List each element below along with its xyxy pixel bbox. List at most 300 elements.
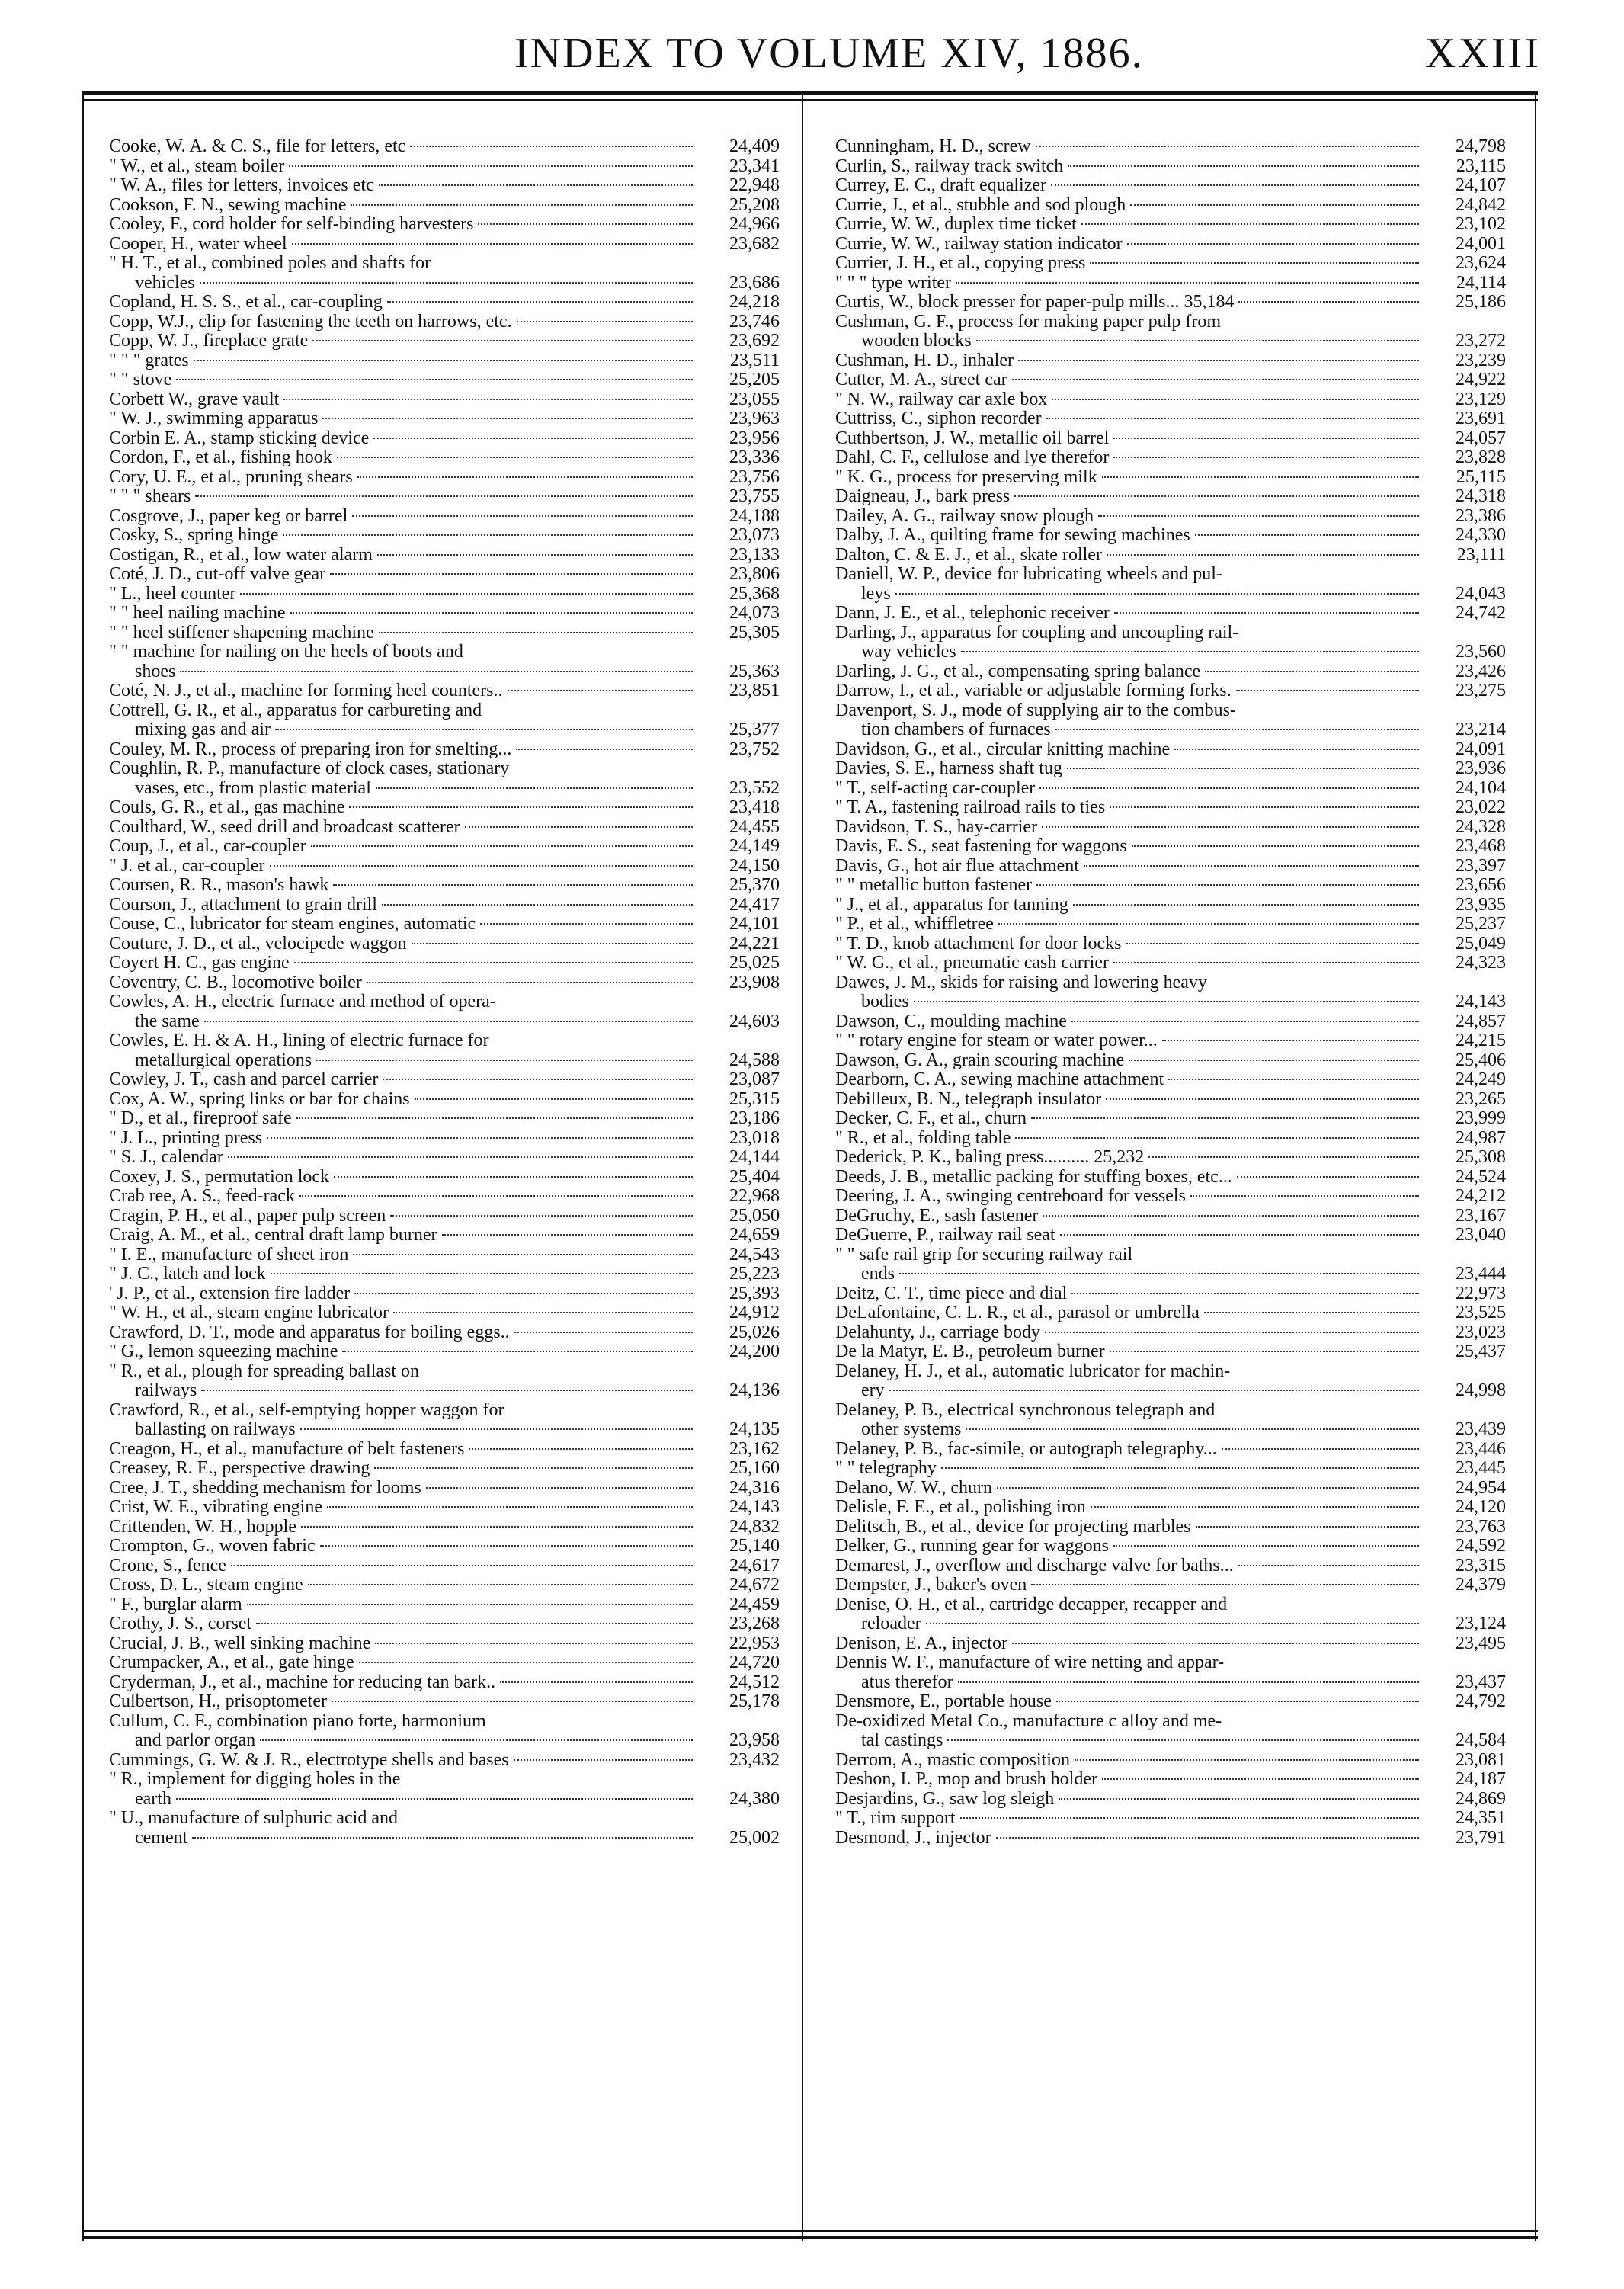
entry-text: and parlor organ: [135, 1730, 256, 1750]
patent-number: 23,437: [1456, 1672, 1506, 1692]
entry-line: [835, 896, 1506, 915]
entry-text: " L., heel counter: [109, 583, 236, 604]
index-entry: [835, 487, 1506, 507]
index-entry: [109, 1401, 780, 1440]
patent-number: 23,446: [1456, 1438, 1506, 1459]
entry-line: [109, 1440, 780, 1460]
entry-text: Coulthard, W., seed drill and broadcast scatterer: [109, 816, 460, 837]
leader-dots: [1068, 165, 1419, 167]
entry-line-wrap: [835, 701, 1506, 721]
entry-text: Davis, E. S., seat fastening for waggons: [835, 836, 1127, 856]
entry-text: De-oxidized Metal Co., manufacture c alloy and me-: [835, 1710, 1222, 1731]
entry-line: [835, 1070, 1506, 1090]
entry-text: Currie, W. W., railway station indicator: [835, 233, 1123, 254]
entry-line: [109, 876, 780, 896]
entry-text: Curtis, W., block presser for paper-pulp mills... 35,184: [835, 292, 1235, 312]
leader-dots: [1113, 438, 1419, 439]
entry-line: [835, 1187, 1506, 1207]
entry-text: " T., self-acting car-coupler: [835, 777, 1036, 798]
entry-line: [835, 390, 1506, 410]
patent-number: 24,107: [1456, 175, 1506, 195]
patent-number: 24,143: [729, 1497, 780, 1517]
leader-dots: [292, 243, 693, 245]
patent-number: 23,656: [1456, 875, 1506, 895]
entry-text: ballasting on railways: [135, 1419, 296, 1439]
index-entry: [109, 681, 780, 701]
entry-line: [109, 1284, 780, 1304]
index-entry: [835, 1595, 1506, 1634]
entry-line: [109, 468, 780, 488]
patent-number: 23,691: [1456, 409, 1506, 428]
patent-number: 25,406: [1456, 1050, 1506, 1070]
entry-text: Coté, J. D., cut-off valve gear: [109, 564, 326, 584]
leader-dots: [412, 943, 693, 944]
entry-text: way vehicles: [861, 642, 956, 662]
entry-text: Dennis W. F., manufacture of wire netting and appar-: [835, 1653, 1225, 1672]
leader-dots: [1052, 399, 1419, 400]
entry-line: [835, 332, 1506, 351]
index-entry: [109, 254, 780, 293]
entry-line: [835, 546, 1506, 566]
leader-dots: [410, 146, 693, 147]
index-entry: [835, 313, 1506, 351]
leader-dots: [442, 1234, 693, 1236]
entry-text: Davies, S. E., harness shaft tug: [835, 758, 1062, 778]
entry-line: [109, 1537, 780, 1556]
leader-dots: [976, 340, 1419, 341]
patent-number: 25,025: [729, 953, 780, 973]
leader-dots: [1148, 1156, 1419, 1158]
entry-line: [835, 1090, 1506, 1110]
entry-text: " W. G., et al., pneumatic cash carrier: [835, 953, 1109, 973]
entry-line: [109, 1556, 780, 1576]
leader-dots: [1107, 554, 1419, 556]
index-entry: [109, 604, 780, 624]
entry-line: [835, 274, 1506, 293]
entry-line: [109, 973, 780, 993]
entry-text: Currie, J., et al., stubble and sod plough: [835, 194, 1126, 215]
left-rule: [82, 91, 84, 2241]
entry-line: [835, 720, 1506, 740]
entry-line: [835, 1109, 1506, 1129]
index-entry: [109, 507, 780, 527]
index-entry: [109, 1770, 780, 1809]
entry-line: [109, 1653, 780, 1673]
entry-text: Debilleux, B. N., telegraph insulator: [835, 1088, 1102, 1109]
index-entry: [835, 1090, 1506, 1110]
index-entry: [109, 1614, 780, 1634]
index-entry: [109, 1207, 780, 1226]
index-entry: [109, 1673, 780, 1693]
index-entry: [835, 1207, 1506, 1226]
entry-line-wrap: [109, 992, 780, 1012]
leader-dots: [1018, 360, 1419, 361]
leader-dots: [1168, 1079, 1419, 1080]
index-entry: [109, 1653, 780, 1673]
entry-text: Currie, W. W., duplex time ticket: [835, 214, 1077, 234]
index-entry: [835, 1770, 1506, 1790]
leader-dots: [960, 1817, 1419, 1819]
index-entry: [109, 973, 780, 993]
leader-dots: [1014, 495, 1419, 497]
leader-dots: [1073, 904, 1419, 906]
index-entry: [109, 1362, 780, 1401]
patent-number: 23,386: [1456, 505, 1506, 526]
entry-line: [109, 176, 780, 196]
index-entry: [835, 468, 1506, 488]
leader-dots: [514, 1759, 693, 1761]
index-entry: [835, 1051, 1506, 1071]
index-entry: [835, 1168, 1506, 1188]
index-entry: [109, 759, 780, 798]
leader-dots: [290, 612, 693, 614]
entry-line: [109, 1070, 780, 1090]
index-entry: [109, 370, 780, 390]
leader-dots: [289, 165, 693, 167]
entry-line-wrap: [835, 313, 1506, 332]
entry-line: [109, 409, 780, 429]
index-entry: [109, 448, 780, 468]
entry-text: Copp, W. J., fireplace grate: [109, 331, 309, 351]
page-number: XXIII: [1425, 30, 1541, 77]
index-entry: [109, 585, 780, 604]
index-entry: [835, 662, 1506, 682]
patent-number: 25,404: [729, 1166, 780, 1187]
entry-text: Delaney, P. B., fac-simile, or autograph telegraphy...: [835, 1438, 1217, 1459]
entry-text: metallurgical operations: [135, 1050, 312, 1070]
patent-number: 25,115: [1456, 466, 1506, 487]
entry-line: [109, 857, 780, 877]
patent-number: 24,543: [729, 1244, 780, 1265]
entry-line: [835, 507, 1506, 527]
index-entry: [835, 837, 1506, 857]
patent-number: 25,026: [729, 1322, 780, 1342]
entry-line: [835, 448, 1506, 468]
entry-text: Delitsch, B., et al., device for projecting marbles: [835, 1516, 1191, 1537]
leader-dots: [316, 1060, 693, 1061]
entry-line: [109, 954, 780, 973]
entry-text: Coup, J., et al., car-coupler: [109, 836, 306, 856]
index-entry: [835, 1459, 1506, 1479]
patent-number: 24,857: [1456, 1011, 1506, 1031]
patent-number: 24,200: [729, 1342, 780, 1361]
index-entry: [109, 1245, 780, 1265]
entry-line: [109, 565, 780, 585]
index-entry: [109, 701, 780, 740]
leader-dots: [353, 1254, 693, 1255]
patent-number: 23,908: [729, 972, 780, 992]
leader-dots: [334, 1176, 693, 1178]
entry-text: Currier, J. H., et al., copying press: [835, 253, 1086, 273]
entry-text: vases, etc., from plastic material: [135, 777, 371, 798]
entry-text: Dearborn, C. A., sewing machine attachment: [835, 1069, 1164, 1089]
entry-text: " P., et al., whiffletree: [835, 914, 994, 934]
patent-number: 24,043: [1456, 583, 1506, 604]
entry-line: [109, 1829, 780, 1848]
entry-line: [109, 798, 780, 818]
entry-line: [835, 681, 1506, 701]
entry-text: " R., implement for digging holes in the: [109, 1769, 401, 1789]
entry-text: " J., et al., apparatus for tanning: [835, 894, 1068, 915]
entry-line: [835, 215, 1506, 235]
entry-line: [835, 740, 1506, 760]
index-entry: [835, 896, 1506, 915]
index-entry: [109, 1479, 780, 1499]
entry-text: Courson, J., attachment to grain drill: [109, 894, 377, 915]
index-entry: [109, 215, 780, 235]
patent-number: 25,049: [1456, 933, 1506, 954]
index-entry: [109, 546, 780, 566]
leader-dots: [300, 1428, 693, 1430]
entry-text: " J. et al., car-coupler: [109, 855, 265, 876]
entry-text: Derrom, A., mastic composition: [835, 1749, 1070, 1770]
entry-text: Cowley, J. T., cash and parcel carrier: [109, 1069, 379, 1089]
patent-number: 23,022: [1456, 797, 1506, 817]
entry-text: leys: [861, 583, 891, 604]
entry-text: Couture, J. D., et al., velocipede waggon: [109, 933, 407, 954]
patent-number: 23,525: [1456, 1303, 1506, 1322]
entry-text: Couls, G. R., et al., gas machine: [109, 797, 345, 817]
entry-line: [835, 409, 1506, 429]
entry-text: Davidson, T. S., hay-carrier: [835, 816, 1038, 837]
entry-text: " " " shears: [109, 486, 191, 506]
index-entry: [835, 1284, 1506, 1304]
entry-text: Coughlin, R. P., manufacture of clock cases, stationary: [109, 758, 510, 778]
entry-line: [835, 1129, 1506, 1149]
index-entry: [835, 915, 1506, 935]
patent-number: 23,040: [1456, 1225, 1506, 1245]
entry-line: [835, 1207, 1506, 1226]
entry-line: [109, 1012, 780, 1032]
leader-dots: [367, 982, 693, 983]
entry-text: DeLafontaine, C. L. R., et al., parasol or umbrella: [835, 1303, 1200, 1322]
index-entry: [835, 390, 1506, 410]
leader-dots: [1110, 1351, 1419, 1352]
index-entry: [835, 293, 1506, 313]
leader-dots: [1132, 845, 1419, 847]
index-entry: [835, 1031, 1506, 1051]
entry-line: [109, 487, 780, 507]
patent-number: 23,560: [1456, 642, 1506, 662]
entry-text: " T. A., fastening railroad rails to ties: [835, 797, 1106, 817]
leader-dots: [480, 923, 693, 925]
entry-line-wrap: [835, 1595, 1506, 1615]
leader-dots: [1031, 1117, 1419, 1119]
patent-number: 23,956: [729, 428, 780, 448]
leader-dots: [1195, 534, 1419, 536]
leader-dots: [1036, 146, 1419, 147]
index-entry: [835, 1751, 1506, 1771]
index-entry: [109, 1284, 780, 1304]
leader-dots: [299, 1195, 693, 1197]
entry-line-wrap: [109, 643, 780, 662]
leader-dots: [1237, 1176, 1419, 1178]
leader-dots: [1059, 1798, 1419, 1800]
patent-number: 23,018: [729, 1127, 780, 1148]
leader-dots: [895, 593, 1419, 595]
leader-dots: [1162, 1040, 1419, 1041]
entry-text: Cuttriss, C., siphon recorder: [835, 409, 1042, 428]
index-entry: [835, 507, 1506, 527]
leader-dots: [998, 923, 1419, 925]
entry-text: Denise, O. H., et al., cartridge decapper, recapper and: [835, 1594, 1228, 1614]
entry-line: [835, 526, 1506, 546]
patent-number: 23,746: [729, 311, 780, 332]
entry-text: atus therefor: [861, 1672, 953, 1692]
index-entry: [109, 1518, 780, 1537]
patent-number: 24,104: [1456, 777, 1506, 798]
leader-dots: [1130, 204, 1419, 206]
entry-line: [109, 779, 780, 799]
entry-text: " R., et al., plough for spreading ballast on: [109, 1361, 420, 1381]
entry-line: [109, 370, 780, 390]
entry-text: " K. G., process for preserving milk: [835, 466, 1097, 487]
patent-number: 23,752: [729, 739, 780, 759]
index-entry: [109, 1168, 780, 1188]
page-header: [0, 0, 1624, 84]
index-entry: [835, 1323, 1506, 1343]
entry-text: Cory, U. E., et al., pruning shears: [109, 466, 353, 487]
column-divider: [802, 91, 803, 2241]
index-entry: [835, 196, 1506, 216]
entry-text: Dempster, J., baker's oven: [835, 1575, 1027, 1595]
entry-text: Currey, E. C., draft equalizer: [835, 175, 1046, 195]
leader-dots: [1129, 1060, 1419, 1061]
entry-text: " F., burglar alarm: [109, 1594, 242, 1614]
index-entry: [109, 526, 780, 546]
entry-line: [109, 1420, 780, 1440]
entry-line: [109, 1459, 780, 1479]
index-entry: [835, 1401, 1506, 1440]
entry-line-wrap: [109, 1809, 780, 1829]
patent-number: 23,239: [1456, 350, 1506, 370]
patent-number: 23,468: [1456, 836, 1506, 856]
leader-dots: [1090, 262, 1419, 264]
entry-text: Desmond, J., injector: [835, 1827, 991, 1848]
index-entry: [109, 1187, 780, 1207]
patent-number: 23,055: [729, 389, 780, 409]
entry-text: Crittenden, W. H., hopple: [109, 1516, 296, 1537]
leader-dots: [1075, 1759, 1419, 1761]
patent-number: 25,377: [729, 720, 780, 739]
entry-text: reloader: [861, 1614, 921, 1633]
leader-dots: [961, 651, 1419, 652]
entry-text: " W. A., files for letters, invoices etc: [109, 175, 374, 195]
entry-line: [835, 1673, 1506, 1693]
index-entry: [109, 390, 780, 410]
index-entry: [835, 1187, 1506, 1207]
entry-text: " " stove: [109, 370, 172, 390]
leader-dots: [1015, 1137, 1419, 1139]
patent-number: 23,162: [729, 1438, 780, 1459]
entry-line: [109, 1090, 780, 1110]
index-entry: [109, 643, 780, 681]
index-entry: [835, 429, 1506, 449]
patent-number: 24,218: [729, 292, 780, 312]
entry-text: Deshon, I. P., mop and brush holder: [835, 1769, 1097, 1789]
patent-number: 23,073: [729, 525, 780, 545]
index-entry: [109, 1148, 780, 1168]
leader-dots: [478, 223, 693, 225]
leader-dots: [1036, 884, 1419, 886]
entry-line: [835, 585, 1506, 604]
entry-text: Cosky, S., spring hinge: [109, 525, 279, 545]
patent-number: 23,129: [1456, 389, 1506, 409]
index-entry: [109, 915, 780, 935]
patent-number: 23,087: [729, 1069, 780, 1089]
leader-dots: [1067, 768, 1419, 769]
leader-dots: [192, 1837, 693, 1839]
patent-number: 25,237: [1456, 914, 1506, 934]
entry-text: Cunningham, H. D., screw: [835, 136, 1031, 156]
entry-line: [109, 1245, 780, 1265]
index-entry: [835, 759, 1506, 779]
patent-number: 24,316: [729, 1477, 780, 1498]
index-entry: [835, 779, 1506, 799]
leader-dots: [390, 1215, 693, 1217]
index-entry: [835, 1498, 1506, 1518]
patent-number: 23,692: [729, 331, 780, 351]
entry-line: [109, 157, 780, 177]
leader-dots: [1056, 1701, 1419, 1702]
entry-line: [109, 1342, 780, 1362]
patent-number: 24,617: [729, 1555, 780, 1576]
index-entry: [109, 1809, 780, 1848]
entry-line-wrap: [835, 1712, 1506, 1732]
entry-line: [835, 954, 1506, 973]
entry-text: Daniell, W. P., device for lubricating wheels and pul-: [835, 564, 1222, 584]
index-entry: [835, 137, 1506, 157]
entry-text: " N. W., railway car axle box: [835, 389, 1048, 409]
leader-dots: [271, 1273, 693, 1274]
leader-dots: [1190, 1195, 1419, 1197]
leader-dots: [1060, 1234, 1419, 1236]
entry-text: Deering, J. A., swinging centreboard for vessels: [835, 1186, 1186, 1206]
patent-number: 23,935: [1456, 894, 1506, 915]
index-entry: [835, 876, 1506, 896]
entry-text: " " machine for nailing on the heels of boots and: [109, 642, 463, 662]
leader-dots: [379, 184, 693, 186]
entry-text: Crist, W. E., vibrating engine: [109, 1497, 322, 1517]
entry-text: Delisle, F. E., et al., polishing iron: [835, 1497, 1086, 1517]
entry-line: [109, 1148, 780, 1168]
patent-number: 23,958: [729, 1730, 780, 1750]
leader-dots: [301, 1526, 693, 1528]
entry-line-wrap: [835, 565, 1506, 585]
index-entry: [835, 973, 1506, 1012]
patent-number: 23,214: [1456, 720, 1506, 739]
index-entry: [835, 546, 1506, 566]
patent-number: 24,149: [729, 836, 780, 856]
patent-number: 23,418: [729, 797, 780, 817]
entry-text: Culbertson, H., prisoptometer: [109, 1691, 327, 1711]
leader-dots: [332, 1701, 693, 1702]
entry-line: [835, 1790, 1506, 1810]
index-entry: [835, 1109, 1506, 1129]
entry-line: [835, 915, 1506, 935]
patent-number: 24,328: [1456, 816, 1506, 837]
entry-text: Coxey, J. S., permutation lock: [109, 1166, 330, 1187]
patent-number: 24,215: [1456, 1031, 1506, 1050]
entry-text: Coventry, C. B., locomotive boiler: [109, 972, 362, 992]
entry-line: [835, 643, 1506, 662]
entry-text: Crompton, G., woven fabric: [109, 1536, 316, 1556]
index-entry: [835, 1829, 1506, 1848]
entry-line: [109, 507, 780, 527]
entry-text: " R., et al., folding table: [835, 1127, 1011, 1148]
patent-number: 24,922: [1456, 370, 1506, 390]
leader-dots: [516, 749, 693, 750]
